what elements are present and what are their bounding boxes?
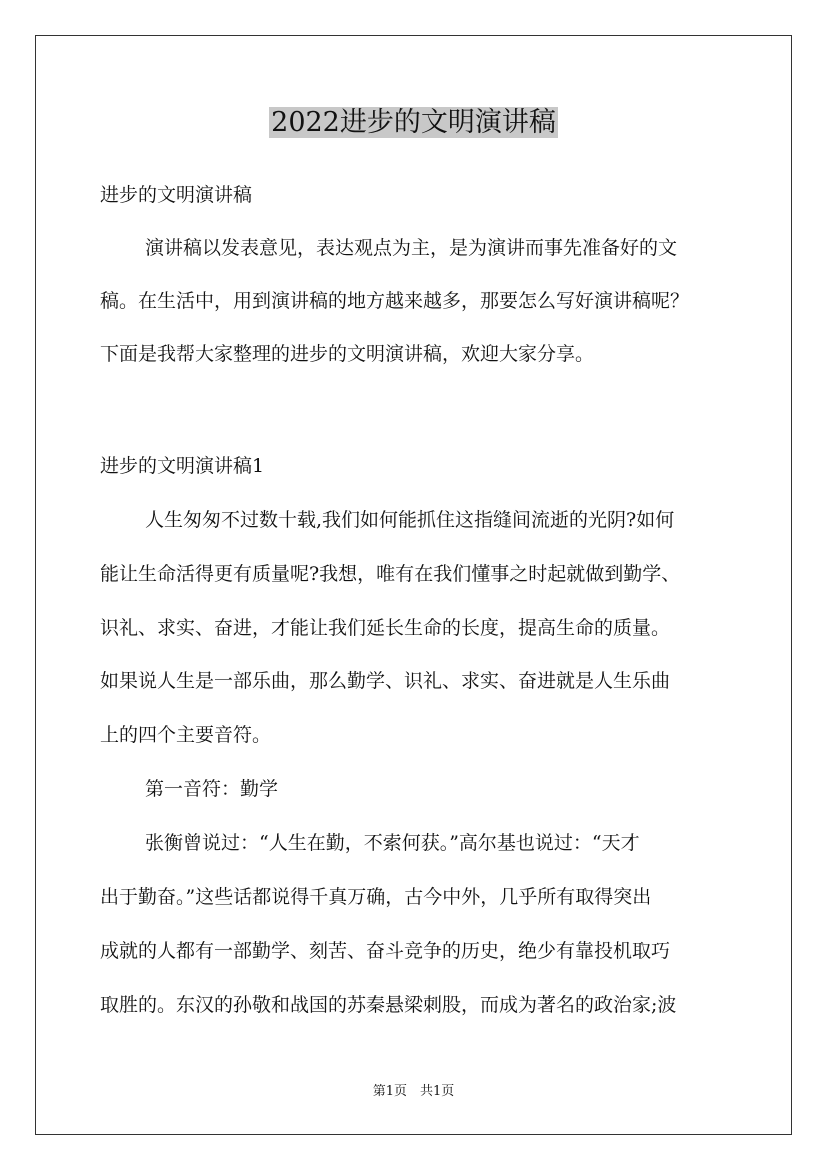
paragraph-line: 出于勤奋。”这些话都说得千真万确，古今中外，几乎所有取得突出 xyxy=(100,886,652,908)
paragraph-line: 稿。在生活中，用到演讲稿的地方越来越多，那要怎么写好演讲稿呢？ xyxy=(100,290,690,312)
paragraph-line: 下面是我帮大家整理的进步的文明演讲稿，欢迎大家分享。 xyxy=(100,343,595,365)
section-heading: 进步的文明演讲稿1 xyxy=(100,455,265,477)
section-heading: 进步的文明演讲稿 xyxy=(100,184,253,206)
paragraph-line: 如果说人生是一部乐曲，那么勤学、识礼、求实、奋进就是人生乐曲 xyxy=(100,670,671,692)
document-title-text: 2022进步的文明演讲稿 xyxy=(271,107,556,138)
subsection-heading: 第一音符：勤学 xyxy=(145,778,279,800)
paragraph-line: 能让生命活得更有质量呢?我想，唯有在我们懂事之时起就做到勤学、 xyxy=(100,563,681,585)
paragraph-line: 成就的人都有一部勤学、刻苦、奋斗竞争的历史，绝少有靠投机取巧 xyxy=(100,940,671,962)
document-title xyxy=(0,105,827,141)
page-number-footer: 第1页 共1页 xyxy=(372,1084,455,1099)
paragraph-line: 张衡曾说过：“人生在勤，不索何获。”高尔基也说过：“天才 xyxy=(145,832,640,854)
paragraph-line: 人生匆匆不过数十载,我们如何能抓住这指缝间流逝的光阴?如何 xyxy=(145,509,675,531)
paragraph-line: 上的四个主要音符。 xyxy=(100,724,272,746)
paragraph-line: 演讲稿以发表意见，表达观点为主，是为演讲而事先准备好的文 xyxy=(145,237,678,259)
paragraph-line: 识礼、求实、奋进，才能让我们延长生命的长度，提高生命的质量。 xyxy=(100,617,671,639)
paragraph-line: 取胜的。东汉的孙敬和战国的苏秦悬梁刺股，而成为著名的政治家;波 xyxy=(100,994,677,1016)
